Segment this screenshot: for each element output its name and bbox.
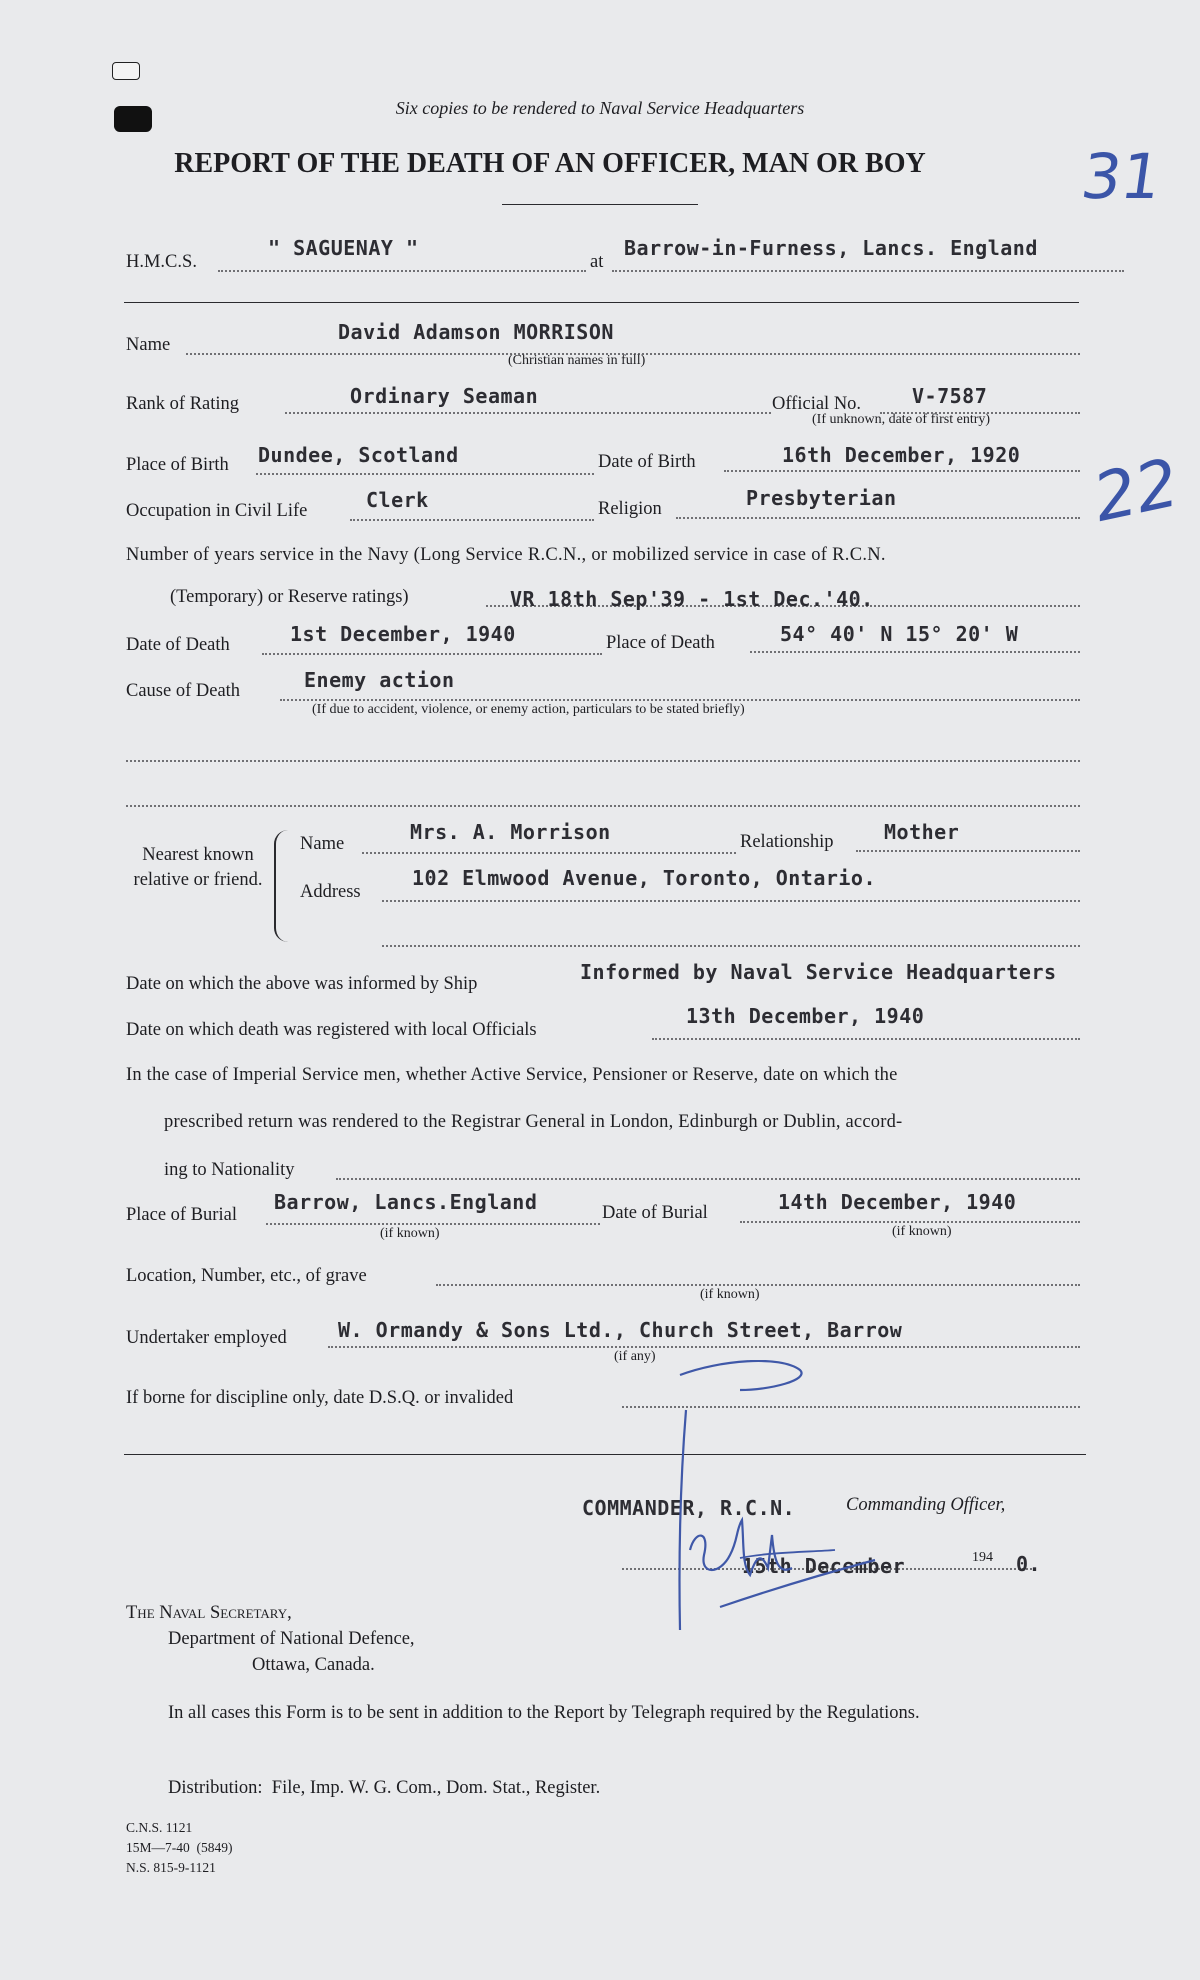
imperial-dots xyxy=(336,1178,1080,1180)
ship-location-value: Barrow-in-Furness, Lancs. England xyxy=(624,236,1038,260)
relative-brace xyxy=(274,830,290,942)
commander-signature xyxy=(660,1360,910,1640)
hmcs-dots xyxy=(218,270,586,272)
signature-year-printed: 194 xyxy=(972,1550,993,1565)
cause-value: Enemy action xyxy=(304,668,455,692)
relative-name-value: Mrs. A. Morrison xyxy=(410,820,611,844)
relative-name-label: Name xyxy=(300,834,345,854)
imperial-line-2: prescribed return was rendered to the Registrar General in London, Edinburgh or Dublin, accord- xyxy=(164,1112,903,1132)
naval-secretary-line: The Naval Secretary, xyxy=(126,1603,292,1623)
name-value: David Adamson MORRISON xyxy=(338,320,614,344)
undertaker-note: (if any) xyxy=(614,1349,656,1364)
commanding-officer-label: Commanding Officer, xyxy=(846,1495,1006,1515)
form-code-3: N.S. 815-9-1121 xyxy=(126,1860,216,1875)
birth-date-label: Date of Birth xyxy=(598,452,696,472)
burial-place-dots xyxy=(266,1223,600,1225)
service-value: VR 18th Sep'39 - 1st Dec.'40. xyxy=(510,587,874,611)
department-line: Department of National Defence, xyxy=(168,1629,415,1649)
grave-dots xyxy=(436,1284,1080,1286)
rank-label: Rank of Rating xyxy=(126,394,240,414)
relationship-label: Relationship xyxy=(740,832,834,852)
ottawa-line: Ottawa, Canada. xyxy=(252,1655,375,1675)
registered-dots xyxy=(652,1038,1080,1040)
relative-name-dots xyxy=(362,852,736,854)
ship-name-value: " SAGUENAY " xyxy=(268,236,419,260)
religion-label: Religion xyxy=(598,499,662,519)
name-label: Name xyxy=(126,335,171,355)
commander-rank-typed: COMMANDER, R.C.N. xyxy=(582,1496,796,1520)
birth-place-dots xyxy=(256,473,594,475)
distribution-text: Distribution: File, Imp. W. G. Com., Dom. Stat., Register. xyxy=(168,1778,601,1798)
burial-place-note: (if known) xyxy=(380,1226,440,1241)
copies-note: Six copies to be rendered to Naval Service Headquarters xyxy=(395,98,805,118)
birth-place-label: Place of Birth xyxy=(126,455,229,475)
service-line-2: (Temporary) or Reserve ratings) xyxy=(170,587,409,607)
burial-date-value: 14th December, 1940 xyxy=(778,1190,1017,1214)
relative-address-label: Address xyxy=(300,882,361,902)
birth-date-value: 16th December, 1920 xyxy=(782,443,1021,467)
undertaker-label: Undertaker employed xyxy=(126,1328,287,1348)
imperial-line-3: ing to Nationality xyxy=(164,1160,295,1180)
death-place-label: Place of Death xyxy=(606,633,715,653)
religion-value: Presbyterian xyxy=(746,486,897,510)
religion-dots xyxy=(676,517,1080,519)
signature-divider xyxy=(124,1454,1086,1455)
at-dots xyxy=(612,270,1124,272)
signature-date-typed: 15th December xyxy=(742,1554,906,1578)
official-no-note: (If unknown, date of first entry) xyxy=(812,412,991,427)
burial-place-label: Place of Burial xyxy=(126,1205,237,1225)
relative-address-value: 102 Elmwood Avenue, Toronto, Ontario. xyxy=(412,866,877,890)
occupation-dots xyxy=(350,519,594,521)
occupation-label: Occupation in Civil Life xyxy=(126,501,308,521)
registered-label: Date on which death was registered with local Officials xyxy=(126,1020,537,1040)
relationship-dots xyxy=(856,850,1080,852)
rank-value: Ordinary Seaman xyxy=(350,384,539,408)
form-code-1: C.N.S. 1121 xyxy=(126,1820,193,1835)
cause-extra-dots-1 xyxy=(126,760,1080,762)
at-label: at xyxy=(590,252,604,272)
cause-dots xyxy=(280,699,1080,701)
relative-address-dots xyxy=(382,900,1080,902)
death-place-dots xyxy=(750,651,1080,653)
burial-place-value: Barrow, Lancs.England xyxy=(274,1190,538,1214)
birth-date-dots xyxy=(724,470,1080,472)
death-date-dots xyxy=(262,653,602,655)
burial-date-note: (if known) xyxy=(892,1224,952,1239)
birth-place-value: Dundee, Scotland xyxy=(258,443,459,467)
informed-label: Date on which the above was informed by Ship xyxy=(126,974,478,994)
service-line-1: Number of years service in the Navy (Long Service R.C.N., or mobilized service in case of R.C.N. xyxy=(126,545,886,565)
burial-date-label: Date of Burial xyxy=(602,1203,708,1223)
relative-address-dots-2 xyxy=(382,945,1080,947)
cause-note: (If due to accident, violence, or enemy action, particulars to be stated briefly) xyxy=(312,702,745,717)
hmcs-label: H.M.C.S. xyxy=(126,252,197,272)
grave-label: Location, Number, etc., of grave xyxy=(126,1266,367,1286)
handwritten-number: 31 xyxy=(1076,140,1167,213)
imperial-line-1: In the case of Imperial Service men, whether Active Service, Pensioner or Reserve, date on which the xyxy=(126,1065,898,1085)
cause-extra-dots-2 xyxy=(126,805,1080,807)
grave-note: (if known) xyxy=(700,1287,760,1302)
relative-brace-label: Nearest known relative or friend. xyxy=(133,845,263,890)
death-date-label: Date of Death xyxy=(126,635,230,655)
death-place-value: 54° 40' N 15° 20' W xyxy=(780,622,1019,646)
page-title: REPORT OF THE DEATH OF AN OFFICER, MAN OR BOY xyxy=(174,148,926,179)
relationship-value: Mother xyxy=(884,820,960,844)
title-rule xyxy=(502,204,698,205)
discipline-label: If borne for discipline only, date D.S.Q. or invalided xyxy=(126,1388,514,1408)
instructions-text: In all cases this Form is to be sent in addition to the Report by Telegraph required by the Regulations. xyxy=(168,1703,920,1723)
undertaker-value: W. Ormandy & Sons Ltd., Church Street, Barrow xyxy=(338,1318,903,1342)
form-code-2: 15M—7-40 (5849) xyxy=(126,1840,233,1855)
death-date-value: 1st December, 1940 xyxy=(290,622,516,646)
burial-date-dots xyxy=(740,1221,1080,1223)
undertaker-dots xyxy=(328,1346,1080,1348)
handwritten-mark: 22 xyxy=(1086,444,1186,537)
signature-year-typed: 0. xyxy=(1016,1552,1042,1576)
name-note: (Christian names in full) xyxy=(508,353,646,368)
cause-label: Cause of Death xyxy=(126,681,241,701)
registered-value: 13th December, 1940 xyxy=(686,1004,925,1028)
informed-value: Informed by Naval Service Headquarters xyxy=(580,960,1057,984)
punch-hole-mark xyxy=(112,62,140,80)
occupation-value: Clerk xyxy=(366,488,429,512)
official-no-label: Official No. xyxy=(772,394,862,414)
rank-dots xyxy=(285,412,771,414)
header-rule xyxy=(124,302,1079,303)
official-no-value: V-7587 xyxy=(912,384,988,408)
